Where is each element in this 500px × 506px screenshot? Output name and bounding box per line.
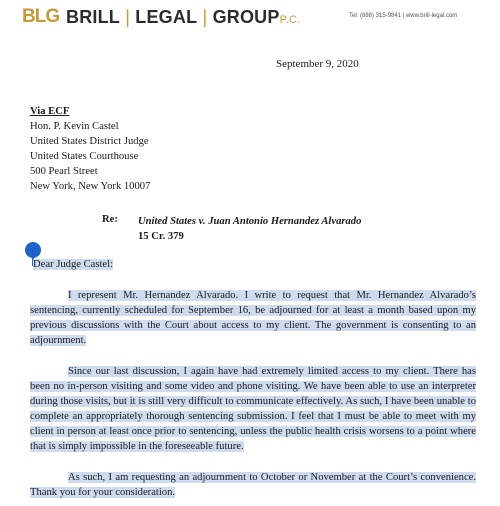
recipient-line: New York, New York 10007: [30, 181, 151, 192]
recipient-line: Hon. P. Kevin Castel: [30, 121, 119, 132]
paragraph-text[interactable]: I represent Mr. Hernandez Alvarado. I write to request that Mr. Hernandez Alvarado’s sentencing, currently scheduled for September 16, be adjourned for at least a month based upon my previous discussions with the Court about access to my client. The government is consenting to an adjournment.: [30, 290, 476, 346]
letter-date: September 9, 2020: [276, 58, 359, 70]
case-caption: United States v. Juan Antonio Hernandez Alvarado: [138, 216, 362, 227]
firm-logo: BLG: [22, 6, 60, 27]
recipient-line: 500 Pearl Street: [30, 166, 98, 177]
selection-handle-icon[interactable]: [25, 242, 41, 258]
firm-name-part-3: GROUP: [212, 7, 280, 27]
firm-name-part-2: LEGAL: [135, 7, 198, 27]
recipient-address: [30, 104, 150, 194]
salutation-text[interactable]: Dear Judge Castel:: [33, 259, 114, 270]
delivery-method: Via ECF: [30, 106, 70, 117]
re-subject: [138, 214, 361, 244]
letterhead: [0, 0, 500, 34]
recipient-line: United States District Judge: [30, 136, 149, 147]
firm-suffix: P.C.: [279, 14, 301, 26]
firm-contact: Tel: (888) 315-9841 | www.brill-legal.com: [349, 13, 458, 19]
salutation[interactable]: [33, 258, 113, 272]
docket-number: 15 Cr. 379: [138, 231, 184, 242]
body-paragraph[interactable]: [30, 288, 476, 348]
re-label: Re:: [102, 214, 118, 225]
firm-name: [66, 6, 300, 28]
firm-name-separator: |: [197, 7, 213, 27]
paragraph-text[interactable]: As such, I am requesting an adjournment to October or November at the Court’s convenience. Thank you for your consideration.: [30, 472, 476, 498]
paragraph-text[interactable]: Since our last discussion, I again have had extremely limited access to my client. There has been no in-person visiting and some video and phone visiting. We have been able to use an interpreter during those visits, but it is still very difficult to communicate effectively. As such, I have been unable to complete an appropriately thorough sentencing submission. I feel that I must be able to meet with my client in person at least once prior to sentencing, unless the public health crisis worsens to a point where that is simply impossible in the foreseeable future.: [30, 366, 476, 452]
recipient-line: United States Courthouse: [30, 151, 139, 162]
firm-name-part-1: BRILL: [66, 7, 120, 27]
body-paragraph[interactable]: [30, 470, 476, 500]
firm-name-separator: |: [120, 7, 136, 27]
body-paragraph[interactable]: [30, 364, 476, 454]
